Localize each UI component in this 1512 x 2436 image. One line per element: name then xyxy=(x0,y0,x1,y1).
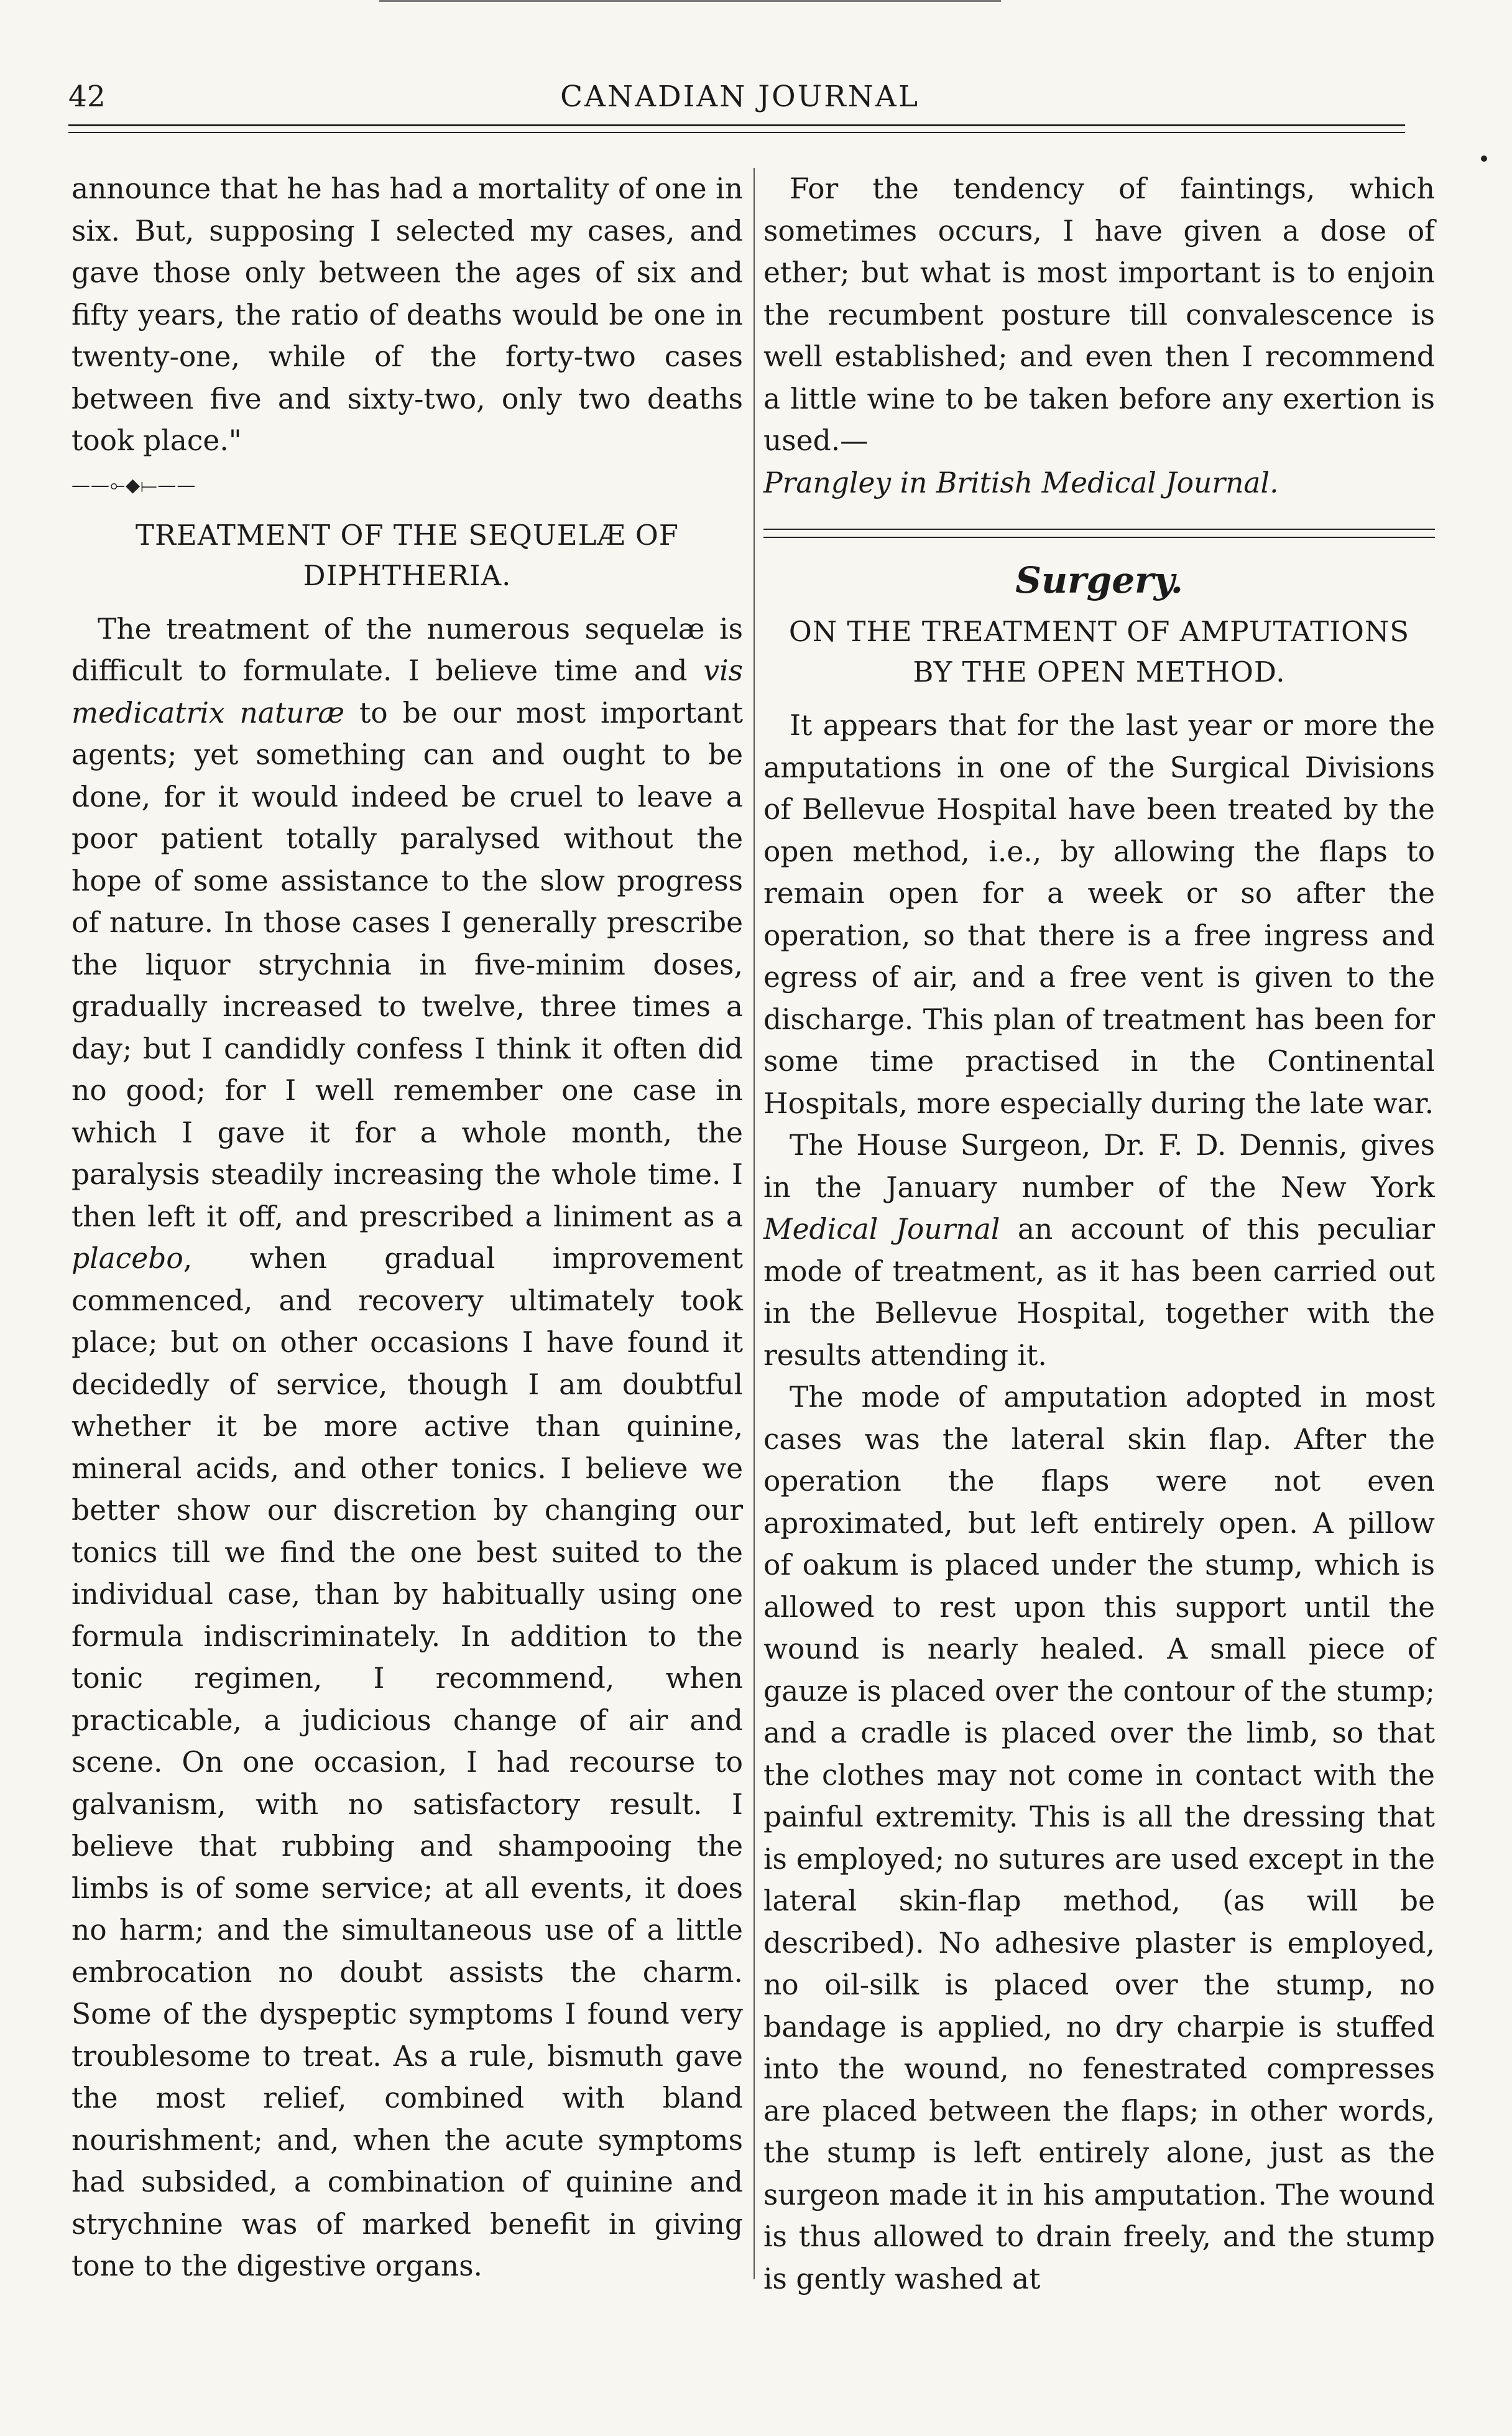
column-separator xyxy=(754,168,755,2279)
section-title-amputations: ON THE TREATMENT OF AMPUTATIONS BY THE OPEN METHOD. xyxy=(788,615,1410,688)
left-paragraph-treatment: The treatment of the numerous sequelæ is difficult to formulate. I believe time and vis medicatrix naturæ to be our most important agents; yet something can and ought to be done, for it would indeed be cruel to leave a poor patient totally paralysed without the hope of some assistance to the slow progress of nature. In those cases I generally prescribe the liquor strychnia in five-minim doses, gradually increased to twelve, three times a day; but I candidly confess I think it often did no good; for I well remember one case in which I gave it for a whole month, the paralysis steadily increasing the whole time. I then left it off, and prescribed a liniment as a placebo, when gradual improvement commenced, and recovery ultimately took place; but on other occasions I have found it decidedly of service, though I am doubtful whether it be more active than quinine, mineral acids, and other tonics. I believe we better show our discretion by changing our tonics till we find the one best suited to the individual case, than by habitually using one formula indiscriminately. In addition to the tonic regimen, I recommend, when practicable, a judicious change of air and scene. On one occasion, I had recourse to galvanism, with no satisfactory result. I believe that rubbing and shampooing the limbs is of some service; at all events, it does no harm; and the simultaneous use of a little embrocation no doubt assists the charm. Some of the dyspeptic symptoms I found very troublesome to treat. As a rule, bismuth gave the most relief, combined with bland nourishment; and, when the acute symptoms had subsided, a combination of quinine and strychnine was of marked benefit in giving tone to the digestive organs. xyxy=(71,612,744,2282)
ornament-divider: ——⟜◆⟝—— xyxy=(71,474,196,496)
page-header xyxy=(68,80,1411,117)
right-paragraph-mode: The mode of amputation adopted in most cases was the lateral skin flap. After the operation the flaps were not even aproximated, but left entirely open. A pillow of oakum is placed under the stump, which is allowed to rest upon this support until the wound is nearly healed. A small piece of gauze is placed over the contour of the stump; and a cradle is placed over the limb, so that the clothes may not come in contact with the painful extremity. This is all the dressing that is employed; no sutures are used except in the lateral skin-flap method, (as will be described). No adhesive plaster is employed, no oil-silk is placed over the stump, no bandage is applied, no dry charpie is stuffed into the wound, no fenestrated compresses are placed between the flaps; in other words, the stump is left entirely alone, just as the surgeon made it in his amputation. The wound is thus allowed to drain freely, and the stump is gently washed at xyxy=(763,1381,1435,2295)
page-number: 42 xyxy=(68,80,106,114)
header-rule-bottom xyxy=(68,132,1405,133)
top-edge-rule xyxy=(379,0,1001,2)
section-heading-surgery: Surgery. xyxy=(1015,559,1183,601)
right-paragraph-house-surgeon: The House Surgeon, Dr. F. D. Dennis, gives in the January number of the New York Medical Journal an account of this peculiar mode of treatment, as it has been carried out in the Bellevue Hospital, together with the results attending it. xyxy=(763,1129,1435,1372)
double-rule xyxy=(763,529,1435,538)
right-column xyxy=(763,168,1435,2300)
right-paragraph-open-method: It appears that for the last year or more the amputations in one of the Surgical Divisions of Bellevue Hospital have been treated by the open method, i.e., by allowing the flaps to remain open for a week or so after the operation, so that there is a free ingress and egress of air, and a free vent is given to the discharge. This plan of treatment has been for some time practised in the Continental Hospitals, more especially during the late war. xyxy=(763,709,1435,1120)
citation: Prangley in British Medical Journal. xyxy=(763,466,1279,499)
header-rule-top xyxy=(68,124,1405,126)
right-paragraph-faintings: For the tendency of faintings, which sometimes occurs, I have given a dose of ether; but what is most important is to enjoin the recumbent posture till convalescence is well established; and even then I recommend a little wine to be taken before any exertion is used.— Prangley in British Medical Journal. xyxy=(763,172,1435,499)
left-column xyxy=(71,168,743,2287)
margin-dot xyxy=(1481,155,1487,162)
section-title-diphtheria: TREATMENT OF THE SEQUELÆ OF DIPHTHERIA. xyxy=(136,518,679,592)
left-paragraph-continued: announce that he has had a mortality of one in six. But, supposing I selected my cases, and gave those only between the ages of six and fifty years, the ratio of deaths would be one in twenty-one, while of the forty-two cases between five and sixty-two, only two deaths took place." xyxy=(71,172,743,457)
journal-title: CANADIAN JOURNAL xyxy=(560,80,920,114)
